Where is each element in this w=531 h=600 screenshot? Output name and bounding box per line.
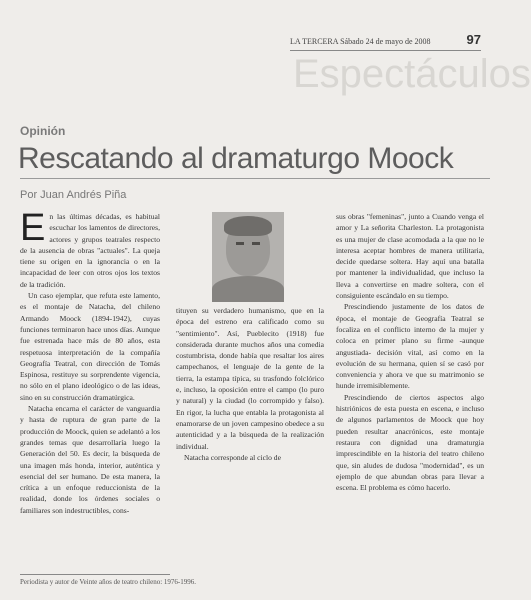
- background-ghost-text: Espectáculos: [293, 52, 531, 96]
- drop-cap: E: [20, 207, 46, 249]
- paragraph: Prescindiendo de ciertos aspectos algo histriónicos de esta puesta en escena, e incluso de algunos parlamentos de Moock que hoy pueden resultar anacrónicos, este montaje restaura con dignidad una dramaturgia imprescindible en la historia del teatro chileno que, sin aludes de dudosa "modernidad", es un ejemplo de que abundan obras para llevar a escena. El problema es cómo hacerlo.: [336, 392, 484, 493]
- photo-eye-left: [236, 242, 244, 245]
- column-1: [20, 207, 160, 516]
- page-header: [290, 34, 481, 50]
- paragraph: Natacha encarna el carácter de vanguardia y hasta de ruptura de gran parte de la producción de Moock, quien se adelantó a los grandes temas que desarrollaría luego la Generación del 50. Es decir, la búsqueda de una imagen más honda, interior, auténtica y esencial del ser humano. De esta manera, la crítica a un enfoque reduccionista de la realidad, donde los órdenes sociales o familiares son indestructibles, cons-: [20, 404, 160, 515]
- byline: Por Juan Andrés Piña: [20, 189, 127, 201]
- paragraph: tituyen su verdadero humanismo, que en la época del estreno era calificado como su "sentimiento". Así, Pueblecito (1918) fue considerada durante muchos años una comedia costumbrista, donde había que resaltar los aires campechanos, el lenguaje de la gente de la tierra, la estampa típica, su trasfondo folclórico e, incluso, la oposición entre el campo (lo puro y natural) y la ciudad (lo corrompido y falso). En rigor, la lucha que entabla la protagonista al enamorarse de un joven campesino obedece a su autenticidad y a la búsqueda de la realización individual.: [176, 306, 324, 451]
- photo-shoulders: [212, 276, 284, 302]
- paragraph: Prescindiendo justamente de los datos de época, el montaje de Geografía Teatral se focaliza en el conflicto interno de la mujer y coloca en primer plano su firme -aunque angustiada- decisión vital, así como en la evolución de su hermana, quien sí se casó por conveniencia y ahora ve que su matrimonio se hunde irremisiblemente.: [336, 302, 484, 391]
- paragraph: Un caso ejemplar, que refuta este lamento, es el montaje de Natacha, del chileno Armando Moock (1894-1942), cuyas funciones terminaron hace unos días. Aunque fue estrenada hace más de 80 años, esta respetuosa interpretación de la compañía Geografía Teatral, con dirección de Tomás Espinosa, restituye su sorprendente vigencia, no sólo en el plano ideológico o de las ideas, sino en su construcción dramatúrgica.: [20, 291, 160, 402]
- column-3: [336, 211, 484, 493]
- paragraph: En las últimas décadas, es habitual escuchar los lamentos de directores, actores y grupos teatrales respecto de la ausencia de obras "actuales". La queja tiene su origen en la ignorancia o en la incapacidad de leer con otros ojos los textos de la tradición.: [20, 207, 160, 289]
- header-divider: [290, 50, 481, 51]
- paragraph: sus obras "femeninas", junto a Cuando venga el amor y La señorita Charleston. La protagonista es una mujer de clase acomodada a la que no le interesa aceptar hombres de manera utilitaria, decide quedarse soltera. Hay aquí una batalla por mantener la individualidad, que incluso la lleva a convertirse en madre soltera, con el consiguiente escándalo en su tiempo.: [336, 212, 484, 301]
- publication-date-line: LA TERCERA Sábado 24 de mayo de 2008: [290, 37, 431, 46]
- page-number: 97: [466, 32, 481, 47]
- photo-eye-right: [252, 242, 260, 245]
- author-footnote: Periodista y autor de Veinte años de teatro chileno: 1976-1996.: [20, 578, 196, 586]
- author-photo: [212, 212, 284, 292]
- article-title: Rescatando al dramaturgo Moock: [18, 142, 454, 175]
- title-divider: [20, 178, 490, 179]
- footnote-divider: [20, 574, 170, 575]
- photo-hair: [224, 216, 272, 236]
- column-2: [176, 305, 324, 463]
- paragraph: Natacha corresponde al ciclo de: [184, 452, 281, 462]
- section-label: Opinión: [20, 124, 66, 138]
